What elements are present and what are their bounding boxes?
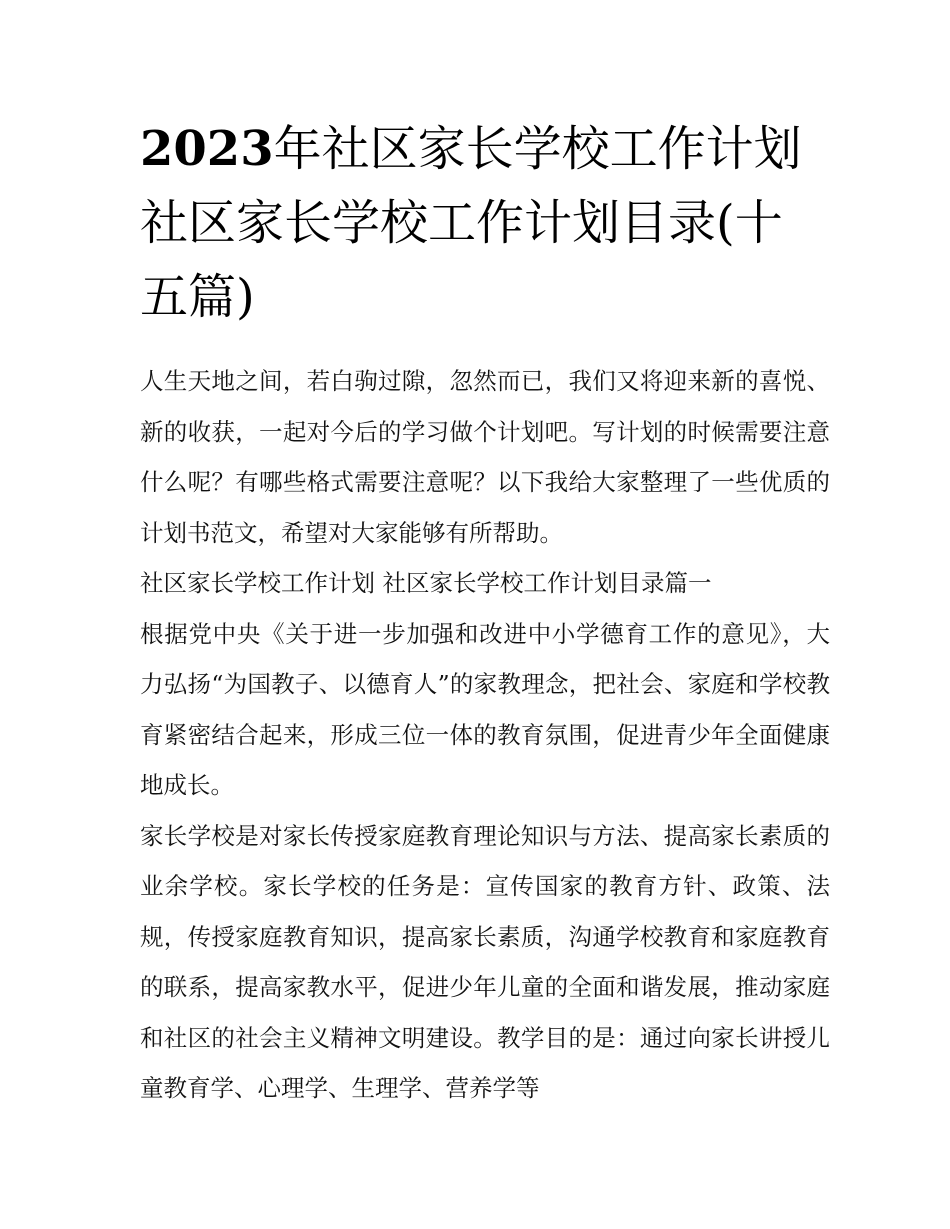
section-heading: 社区家长学校工作计划 社区家长学校工作计划目录篇一 [140, 569, 712, 597]
document-body [140, 356, 830, 1114]
title-text: 年社区家长学校工作计划 社区家长学校工作计划目录(十五篇) [140, 121, 802, 325]
title-year: 2023 [140, 121, 274, 177]
paragraph-intro: 人生天地之间，若白驹过隙，忽然而已，我们又将迎来新的喜悦、新的收获，一起对今后的学习做个计划吧。写计划的时候需要注意什么呢？有哪些格式需要注意呢？以下我给大家整理了一些优质的计划书范文，希望对大家能够有所帮助。 [140, 367, 830, 547]
paragraph-mission: 家长学校是对家长传授家庭教育理论知识与方法、提高家长素质的业余学校。家长学校的任务是：宣传国家的教育方针、政策、法规，传授家庭教育知识，提高家长素质，沟通学校教育和家庭教育的联系，提高家教水平，促进少年儿童的全面和谐发展，推动家庭和社区的社会主义精神文明建设。教学目的是：通过向家长讲授儿童教育学、心理学、生理学、营养学等 [140, 821, 830, 1102]
document-title [140, 112, 830, 334]
paragraph-background: 根据党中央《关于进一步加强和改进中小学德育工作的意见》，大力弘扬“为国教子、以德育人”的家教理念，把社会、家庭和学校教育紧密结合起来，形成三位一体的教育氛围，促进青少年全面健康地成长。 [140, 619, 830, 799]
